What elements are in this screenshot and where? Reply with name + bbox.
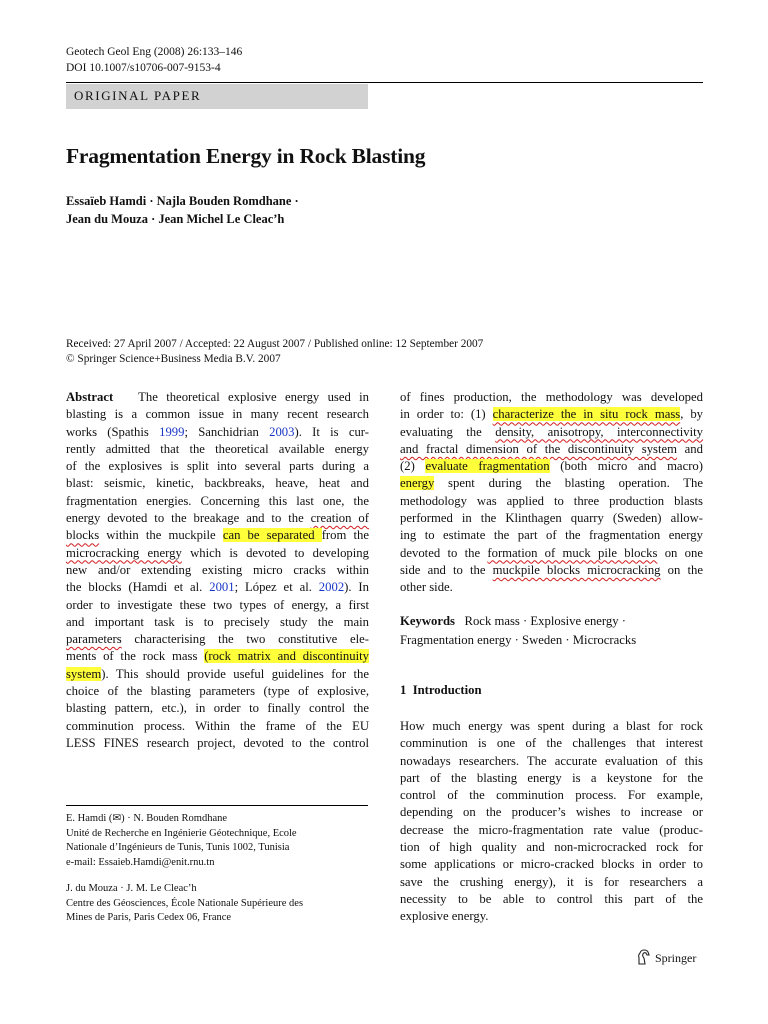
section-heading [400,683,482,698]
highlight-annotation: (rock matrix and discontinuity [204,649,370,664]
keywords [400,612,636,650]
citation-link[interactable]: 2003 [269,424,295,439]
affiliation-line: Nationale d’Ingénieurs de Tunis, Tunis 1002, Tunisia [66,842,290,853]
abstract-line: evaluating the density, anisotropy, interconnectivity [400,424,703,439]
article-type-label: ORIGINAL PAPER [74,88,202,103]
underline-annotation: formation of muck pile blocks [487,545,658,560]
header-rule [66,82,703,83]
keywords-line: Keywords Rock mass · Explosive energy · [400,614,626,628]
abstract-line: and important task is to precisely study the main [66,614,369,629]
copyright-line: © Springer Science+Business Media B.V. 2007 [66,353,281,365]
authors-line-1: Essaïeb Hamdi · Najla Bouden Romdhane · [66,194,299,208]
abstract-line: fragmentation energies. Concerning this last one, the [66,493,369,508]
abstract-line: performed in the Klinthagen quarry (Sweden) allow- [400,511,703,526]
intro-line: control of the comminution process. For example, [400,788,703,803]
abstract-column [66,389,369,752]
abstract-line: ments of the rock mass (rock matrix and discontinuity [66,649,370,664]
abstract-line: new and/or extending existing micro cracks within [66,562,369,577]
journal-header [66,44,242,76]
abstract-line: blasting pattern, etc.), in order to finally control the [66,701,369,716]
journal-citation: Geotech Geol Eng (2008) 26:133–146 [66,46,243,58]
paper-title: Fragmentation Energy in Rock Blasting [66,144,426,168]
abstract-line: energy spent during the blasting operation. The [400,476,703,491]
intro-line: nowadays researchers. The accurate evaluation of this [400,753,703,768]
underline-annotation: microcracking energy [66,545,182,560]
highlight-annotation: energy [400,476,435,491]
citation-link[interactable]: 2001 [209,580,235,595]
intro-line: save the crushing energy), it is for researchers a [400,874,703,889]
abstract-line: ing to estimate the part of the fragmentation energy [400,528,703,543]
abstract-line: LESS FINES research project, devoted to the control [66,735,369,750]
abstract-continuation [400,389,703,597]
abstract-line: methodology was applied to three production blasts [400,493,703,508]
abstract-line: parameters characterising the two constitutive ele- [66,632,369,647]
affiliation-line: Centre des Géosciences, École Nationale Supérieure des [66,897,304,909]
doi: DOI 10.1007/s10706-007-9153-4 [66,62,221,74]
section-title: Introduction [412,683,482,697]
publisher-mark [636,949,696,969]
abstract-line: works (Spathis 1999; Sanchidrian 2003). It is cur- [66,424,369,439]
underline-annotation: creation of [310,511,369,526]
keywords-label: Keywords [400,614,455,628]
affiliation-line: Unité de Recherche en Ingénierie Géotechnique, Ecole [66,827,297,839]
highlight-annotation: can be separated [222,528,322,543]
abstract-line: other side. [400,580,453,595]
abstract-line: and fractal dimension of the discontinuity system and [400,441,703,456]
abstract-line: microcracking energy which is devoted to developing [66,545,369,560]
underline-annotation: and fractal dimension of the discontinuity system [400,441,678,456]
affiliation-authors: E. Hamdi (✉) · N. Bouden Romdhane [66,813,228,824]
dates-line: Received: 27 April 2007 / Accepted: 22 August 2007 / Published online: 12 September 2007 [66,338,484,350]
abstract-line: order to investigate these two types of energy, a first [66,597,369,612]
underline-annotation: parameters [66,632,122,647]
publisher-name: Springer [655,950,697,965]
abstract-line: energy devoted to the breakage and to the creation of [66,511,369,526]
citation-link[interactable]: 1999 [159,424,185,439]
highlight-annotation: evaluate fragmentation [425,459,550,474]
affiliation-line: Mines de Paris, Paris Cedex 06, France [66,912,232,923]
section-number: 1 [400,683,407,697]
intro-line: How much energy was spent during a blast for rock [400,719,703,733]
introduction-text [400,718,703,926]
springer-horse-icon [636,949,650,969]
abstract-line: rently admitted that the theoretical available energy [66,441,369,456]
abstract-line: blast: seismic, kinetic, backbreaks, heave, heat and [66,476,369,491]
citation-link[interactable]: 2002 [318,580,345,595]
highlight-annotation: characterize the in situ rock mass [492,407,681,422]
authors-line-2: Jean du Mouza · Jean Michel Le Cleac’h [66,212,285,226]
abstract-line: comminution process. Within the frame of the EU [66,718,369,733]
abstract-label: Abstract [66,390,114,404]
abstract-line: (2) evaluate fragmentation (both micro and macro) [400,459,703,474]
underline-annotation: blocks [66,528,100,543]
intro-line: some applications or micro-cracked blocks in order to [400,857,703,872]
underline-annotation: density, anisotropy, interconnectivity [495,424,703,439]
keywords-line: Fragmentation energy · Sweden · Microcracks [400,633,637,647]
author-list [66,192,299,228]
article-type-badge [66,84,368,109]
abstract-line: devoted to the formation of muck pile blocks on one [400,545,703,560]
publication-dates [66,337,483,367]
abstract-line: Abstract The theoretical explosive energy used in [66,390,370,404]
affiliations [66,812,303,926]
abstract-line: side and to the muckpile blocks microcracking on the [400,562,703,577]
abstract-line: blocks within the muckpile can be separated from the [66,528,369,543]
intro-line: explosive energy. [400,909,489,924]
intro-line: tion of high quality and non-microcracked rock for [400,840,703,855]
highlight-annotation: system [66,666,102,681]
abstract-line: choice of the blasting parameters (type of explosive, [66,684,369,699]
abstract-line: system). This should provide useful guidelines for the [66,666,369,681]
affiliation-email[interactable]: e-mail: Essaieb.Hamdi@enit.rnu.tn [66,856,215,868]
intro-line: part of the blasting energy is a keystone for the [400,770,703,785]
intro-line: depending on the producer’s wishes to increase or [400,805,703,820]
affiliation-authors: J. du Mouza · J. M. Le Cleac’h [66,883,197,894]
abstract-line: of fines production, the methodology was developed [400,390,703,404]
abstract-line: blasting is a common issue in many recent research [66,407,369,422]
abstract-line: the blocks (Hamdi et al. 2001; López et al. 2002). In [66,580,369,595]
intro-line: decrease the micro-fragmentation rate value (produc- [400,822,703,837]
underline-annotation: muckpile blocks microcracking [492,562,661,577]
abstract-line: in order to: (1) characterize the in situ rock mass, by [400,407,704,422]
abstract-line: of the explosives is split into several parts during a [66,459,369,474]
intro-line: comminution is one of the challenges that interest [400,736,703,751]
footnote-rule [66,805,368,806]
intro-line: necessity to be able to control this part of the [400,891,703,906]
